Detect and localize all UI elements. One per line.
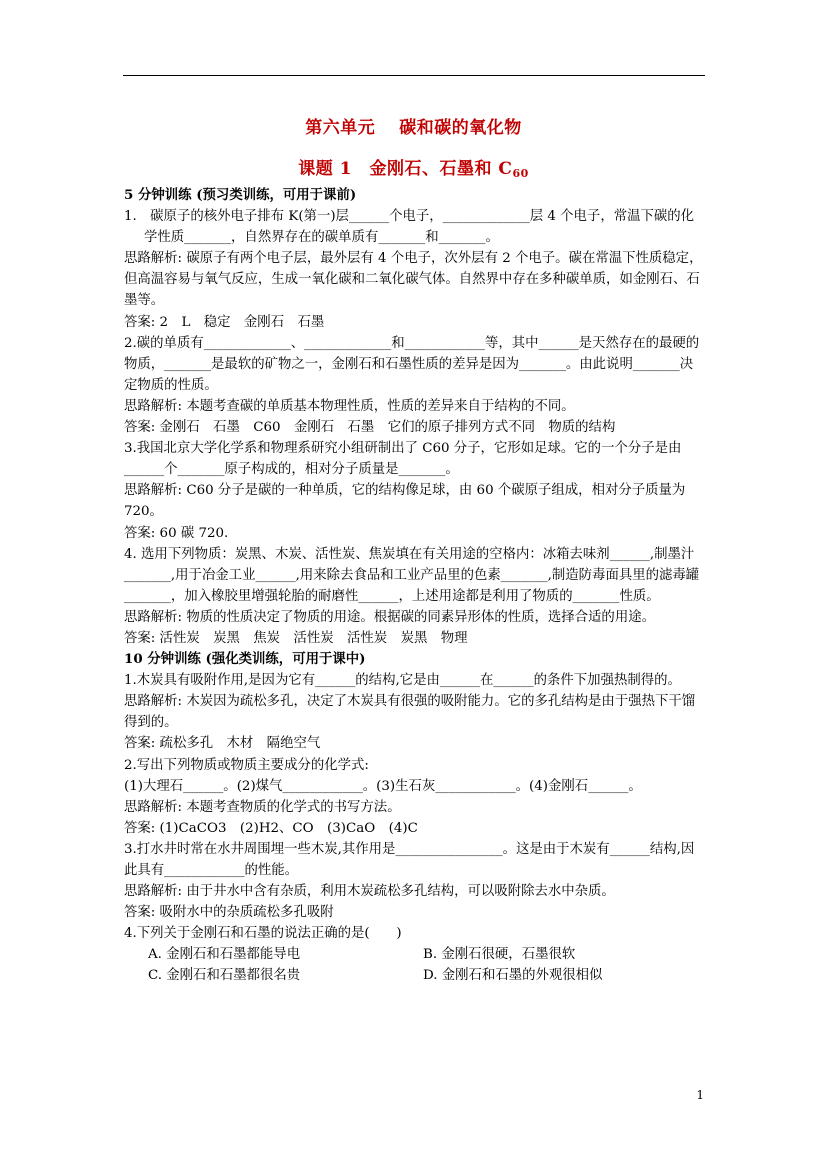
analysis-3: 思路解析: C60 分子是碳的一种单质，它的结构像足球，由 60 个碳原子组成，相对分子质量为 720。 bbox=[124, 483, 686, 520]
answer-b1: 答案: 疏松多孔 木材 隔绝空气 bbox=[124, 736, 321, 752]
analysis-b2: 思路解析: 本题考查物质的化学式的书写方法。 bbox=[124, 799, 401, 815]
answer-4: 答案: 活性炭 炭黑 焦炭 活性炭 活性炭 炭黑 物理 bbox=[124, 630, 468, 646]
option-b: B. 金刚石很硬，石墨很软 bbox=[423, 947, 576, 963]
options-row-2 bbox=[124, 965, 706, 986]
question-b2: 2.写出下列物质或物质主要成分的化学式: bbox=[124, 757, 369, 773]
analysis-4: 思路解析: 物质的性质决定了物质的用途。根据碳的同素异形体的性质，选择合适的用途。 bbox=[124, 609, 655, 625]
analysis-1: 思路解析: 碳原子有两个电子层，最外层有 4 个电子，次外层有 2 个电子。碳在常温下性质稳定，但高温容易与氧气反应，生成一氧化碳和二氧化碳气体。自然界中存在多种碳单质，如金刚石、石墨等。 bbox=[124, 251, 703, 309]
question-b2-items: (1)大理石______。(2)煤气____________。(3)生石灰____________。(4)金刚石______。 bbox=[124, 778, 642, 794]
answer-b2: 答案: (1)CaCO3 (2)H2、CO (3)CaO (4)C bbox=[124, 820, 418, 836]
answer-2: 答案: 金刚石 石墨 C60 金刚石 石墨 它们的原子排列方式不同 物质的结构 bbox=[124, 420, 616, 436]
answer-b3: 答案: 吸附水中的杂质疏松多孔吸附 bbox=[124, 905, 334, 921]
lesson-title: 课题 1 金刚石、石墨和 $C_{60}$ bbox=[298, 159, 529, 180]
section-heading-5min: 5 分钟训练 (预习类训练，可用于课前) bbox=[124, 187, 357, 203]
question-1: 1. 碳原子的核外电子排布 K(第一)层______个电子，_____________层 4 个电子，常温下碳的化学性质_______，自然界存在的碳单质有_______和_______。 bbox=[124, 209, 695, 246]
header-rule bbox=[123, 75, 705, 76]
question-4: 4. 选用下列物质：炭黑、木炭、活性炭、焦炭填在有关用途的空格内：冰箱去味剂______,制墨汁_______,用于冶金工业______,用来除去食品和工业产品里的色素_______,制造防毒面具里的滤毒罐_______，加入橡胶里增强轮胎的耐磨性______，上述用途都是利用了物质的_______性质。 bbox=[124, 546, 700, 604]
answer-3: 答案: 60 碳 720. bbox=[124, 525, 229, 541]
title-subscript: 60 bbox=[512, 167, 529, 180]
question-2: 2.碳的单质有_____________、_____________和____________等，其中______是天然存在的最硬的物质，_______是最软的矿物之一，金刚石和石墨性质的差异是因为_______。由此说明_______决定物质的性质。 bbox=[124, 335, 700, 393]
section-heading-10min: 10 分钟训练 (强化类训练，可用于课中) bbox=[124, 651, 366, 668]
analysis-b3: 思路解析: 由于井水中含有杂质，利用木炭疏松多孔结构，可以吸附除去水中杂质。 bbox=[124, 884, 615, 900]
question-3: 3.我国北京大学化学系和物理系研究小组研制出了 C60 分子，它形如足球。它的一个分子是由______个_______原子构成的，相对分子质量是_______。 bbox=[124, 441, 682, 478]
worksheet-body bbox=[124, 185, 706, 987]
unit-title: 第六单元 碳和碳的氧化物 bbox=[305, 118, 522, 138]
page-number: 1 bbox=[696, 1088, 704, 1102]
option-c: C. 金刚石和石墨都很名贵 bbox=[148, 968, 301, 984]
answer-1: 答案: 2 L 稳定 金刚石 石墨 bbox=[124, 314, 325, 330]
option-d: D. 金刚石和石墨的外观很相似 bbox=[423, 968, 603, 984]
option-a: A. 金刚石和石墨都能导电 bbox=[148, 947, 301, 963]
analysis-b1: 思路解析: 木炭因为疏松多孔，决定了木炭具有很强的吸附能力。它的多孔结构是由于强热下干馏得到的。 bbox=[124, 694, 696, 731]
options-row-1 bbox=[124, 944, 706, 965]
question-b1: 1.木炭具有吸附作用,是因为它有______的结构,它是由______在______的条件下加强热制得的。 bbox=[124, 673, 681, 689]
question-b3: 3.打水井时常在水井周围埋一些木炭,其作用是________________。这是由于木炭有______结构,因此具有____________的性能。 bbox=[124, 841, 695, 878]
question-b4: 4.下列关于金刚石和石墨的说法正确的是( ) bbox=[124, 926, 402, 942]
analysis-2: 思路解析: 本题考查碳的单质基本物理性质，性质的差异来自于结构的不同。 bbox=[124, 398, 575, 414]
